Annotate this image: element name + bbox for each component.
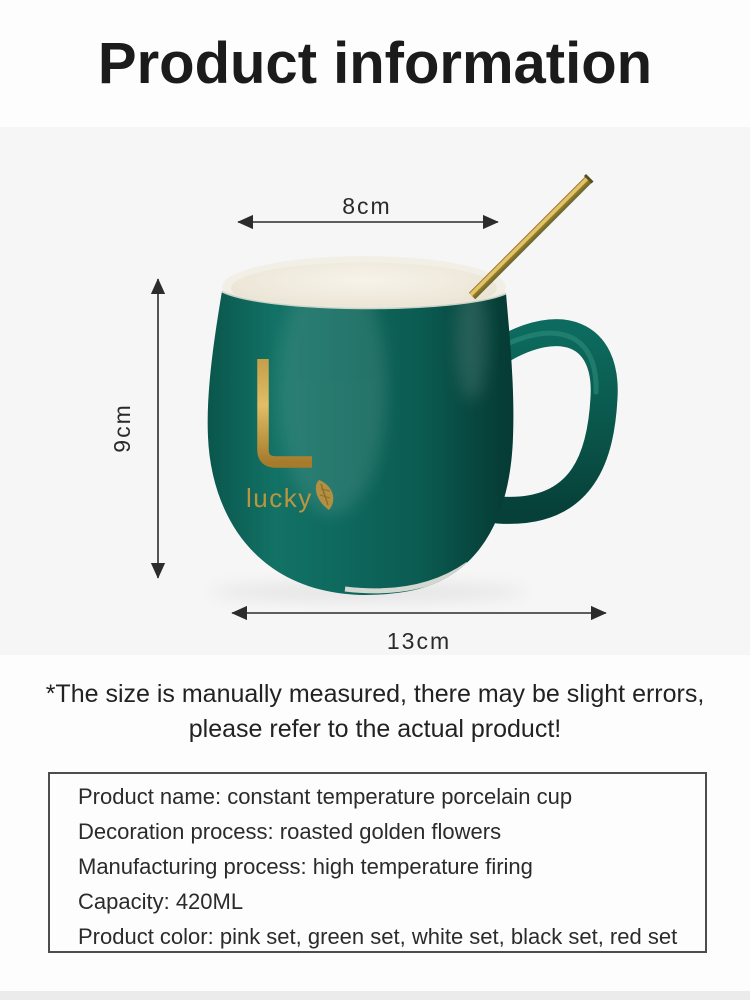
spec-decoration-process: Decoration process: roasted golden flowers bbox=[78, 819, 502, 844]
disclaimer-line-1: *The size is manually measured, there may be slight errors, bbox=[45, 680, 705, 708]
spec-capacity: Capacity: 420ML bbox=[78, 889, 244, 914]
spec-product-color: Product color: pink set, green set, white set, black set, red set bbox=[78, 924, 678, 949]
bottom-strip bbox=[0, 991, 750, 1000]
page-title: Product information bbox=[97, 31, 653, 96]
product-photo bbox=[0, 127, 750, 655]
top-width-label: 8cm bbox=[342, 193, 392, 219]
mug-body bbox=[208, 265, 514, 595]
spec-manufacturing-process: Manufacturing process: high temperature firing bbox=[78, 854, 533, 879]
disclaimer-line-2: please refer to the actual product! bbox=[188, 715, 562, 743]
mug-brand-word: lucky bbox=[246, 483, 313, 513]
size-disclaimer bbox=[0, 677, 750, 747]
mug-handle bbox=[498, 333, 604, 511]
bottom-width-label: 13cm bbox=[386, 628, 452, 654]
spec-product-name: Product name: constant temperature porcelain cup bbox=[78, 784, 573, 809]
height-label: 9cm bbox=[109, 403, 135, 453]
spoon bbox=[471, 175, 593, 298]
specs-box bbox=[48, 772, 707, 953]
